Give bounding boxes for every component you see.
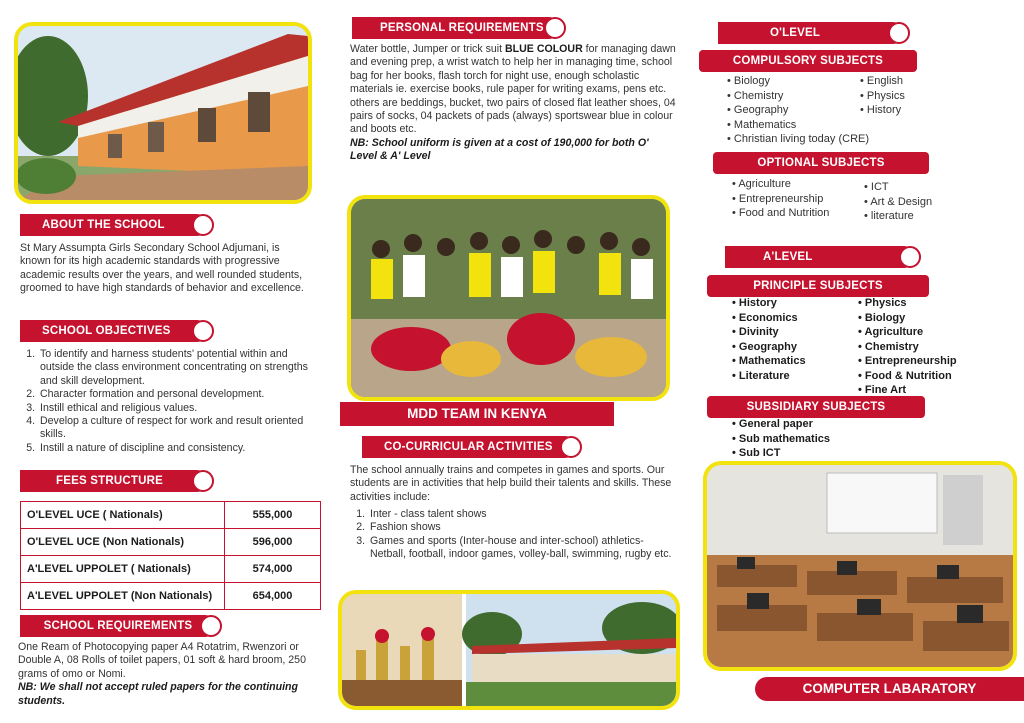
objective-item: 2. Character formation and personal development. bbox=[38, 388, 322, 401]
subject-item: • ICT bbox=[864, 180, 964, 195]
subsidiary-subjects-list bbox=[732, 417, 892, 461]
subject-item: • Literature bbox=[732, 369, 852, 384]
table-row bbox=[21, 583, 321, 610]
subject-item: • Divinity bbox=[732, 325, 852, 340]
mdd-team-photo bbox=[347, 195, 670, 401]
uniform-note: NB: School uniform is given at a cost of 190,000 for both O' Level & A' Level bbox=[350, 136, 649, 163]
fee-amount: 555,000 bbox=[225, 502, 321, 529]
school-requirements-text bbox=[18, 641, 320, 708]
principle-subjects-banner: PRINCIPLE SUBJECTS bbox=[707, 275, 929, 297]
about-school-banner: ABOUT THE SCHOOL bbox=[20, 214, 208, 236]
objective-item: 4. Develop a culture of respect for work and result oriented skills. bbox=[38, 415, 322, 442]
fee-label: A'LEVEL UPPOLET ( Nationals) bbox=[21, 556, 225, 583]
principle-subjects-right bbox=[858, 296, 998, 398]
requirements-note: NB: We shall not accept ruled papers for the continuing students. bbox=[18, 681, 298, 707]
subject-item: • Agriculture bbox=[732, 177, 862, 192]
subject-item: • English bbox=[860, 74, 960, 89]
subject-item: • Entrepreneurship bbox=[858, 354, 998, 369]
school-requirements-banner: SCHOOL REQUIREMENTS bbox=[20, 615, 216, 637]
subject-item: • Fine Art bbox=[858, 383, 998, 398]
fee-amount: 574,000 bbox=[225, 556, 321, 583]
fee-amount: 654,000 bbox=[225, 583, 321, 610]
fee-label: A'LEVEL UPPOLET (Non Nationals) bbox=[21, 583, 225, 610]
alevel-banner: A'LEVEL bbox=[725, 246, 915, 268]
subject-item: • Chemistry bbox=[727, 89, 897, 104]
objective-item: 1. To identify and harness students' potential within and outside the class environment concentrating on strengths and skill development. bbox=[38, 348, 322, 388]
computer-lab-photo bbox=[703, 461, 1017, 671]
personal-requirements-text bbox=[350, 43, 678, 164]
subject-item: • Sub mathematics bbox=[732, 432, 892, 447]
fee-amount: 596,000 bbox=[225, 529, 321, 556]
subject-item: • Biology bbox=[727, 74, 897, 89]
co-curricular-banner: CO-CURRICULAR ACTIVITIES bbox=[362, 436, 576, 458]
objective-item: 3. Instill ethical and religious values. bbox=[38, 402, 322, 415]
subject-item: • Mathematics bbox=[732, 354, 852, 369]
co-curricular-list bbox=[350, 508, 676, 562]
fees-structure-banner: FEES STRUCTURE bbox=[20, 470, 208, 492]
subject-item: • Geography bbox=[732, 340, 852, 355]
fee-label: O'LEVEL UCE (Non Nationals) bbox=[21, 529, 225, 556]
subject-item: • Physics bbox=[860, 89, 960, 104]
subject-item: • General paper bbox=[732, 417, 892, 432]
trophies-and-campus-photo bbox=[338, 590, 680, 710]
subject-item: • Sub ICT bbox=[732, 446, 892, 461]
subsidiary-subjects-banner: SUBSIDIARY SUBJECTS bbox=[707, 396, 925, 418]
activity-item: 2. Fashion shows bbox=[368, 521, 676, 534]
co-curricular-text: The school annually trains and competes in games and sports. Our students are in activities that help build their talents and skills. These activities include: bbox=[350, 464, 672, 503]
subject-item: • Entrepreneurship bbox=[732, 192, 862, 207]
subject-item: • Christian living today (CRE) bbox=[727, 132, 897, 147]
subject-item: • Mathematics bbox=[727, 118, 897, 133]
optional-subjects-right bbox=[864, 180, 964, 224]
fees-table bbox=[20, 501, 321, 610]
subject-item: • History bbox=[860, 103, 960, 118]
subject-item: • Biology bbox=[858, 311, 998, 326]
requirements-body: One Ream of Photocopying paper A4 Rotatrim, Rwenzori or Double A, 08 Rolls of toilet papers, 01 soft & hard broom, 250 grams of omo or Nomi. bbox=[18, 641, 306, 680]
objective-item: 5. Instill a nature of discipline and consistency. bbox=[38, 442, 322, 455]
computer-lab-caption: COMPUTER LABARATORY bbox=[755, 677, 1024, 701]
subject-item: • literature bbox=[864, 209, 964, 224]
compulsory-subjects-right bbox=[860, 74, 960, 118]
subject-item: • Art & Design bbox=[864, 195, 964, 210]
activity-item: 1. Inter - class talent shows bbox=[368, 508, 676, 521]
principle-subjects-left bbox=[732, 296, 852, 383]
objectives-list bbox=[20, 348, 322, 455]
personal-body-bold: BLUE COLOUR bbox=[505, 43, 583, 55]
subject-item: • Economics bbox=[732, 311, 852, 326]
subject-item: • Agriculture bbox=[858, 325, 998, 340]
optional-subjects-banner: OPTIONAL SUBJECTS bbox=[713, 152, 929, 174]
computer-lab-illustration bbox=[707, 465, 1013, 667]
fee-label: O'LEVEL UCE ( Nationals) bbox=[21, 502, 225, 529]
school-objectives-banner: SCHOOL OBJECTIVES bbox=[20, 320, 208, 342]
subject-item: • Food & Nutrition bbox=[858, 369, 998, 384]
subject-item: • Physics bbox=[858, 296, 998, 311]
table-row bbox=[21, 556, 321, 583]
subject-item: • History bbox=[732, 296, 852, 311]
optional-subjects-left bbox=[732, 177, 862, 221]
subject-item: • Chemistry bbox=[858, 340, 998, 355]
personal-body-post: for managing dawn and evening prep, a wrist watch to help her in managing time, school bag for her books, flash torch for night use, enough scholastic materials ie. exercise books, rule paper for writing exams, pens etc. others are beddings, bucket, two pairs of closed flat leather shoes, 04 pairs of socks, 04 packets of pads (always) sportswear blue in colour and boots etc. bbox=[350, 43, 676, 136]
mdd-team-caption: MDD TEAM IN KENYA bbox=[340, 402, 614, 426]
school-building-photo bbox=[14, 22, 312, 204]
about-school-text: St Mary Assumpta Girls Secondary School Adjumani, is known for its high academic standards with progressive academic results over the years, and well rounded students, groomed to have high standards of behavior and excellence. bbox=[20, 242, 304, 295]
trophies-campus-illustration bbox=[342, 594, 676, 706]
subject-item: • Food and Nutrition bbox=[732, 206, 862, 221]
compulsory-subjects-banner: COMPULSORY SUBJECTS bbox=[699, 50, 917, 72]
school-building-illustration bbox=[18, 26, 308, 200]
personal-body-pre: Water bottle, Jumper or trick suit bbox=[350, 43, 506, 55]
olevel-banner: O'LEVEL bbox=[718, 22, 904, 44]
table-row bbox=[21, 502, 321, 529]
activity-item: 3. Games and sports (Inter-house and inter-school) athletics-Netball, football, indoor games, volley-ball, swimming, rugby etc. bbox=[368, 535, 676, 562]
personal-requirements-banner: PERSONAL REQUIREMENTS bbox=[352, 17, 560, 39]
subject-item: • Geography bbox=[727, 103, 897, 118]
table-row bbox=[21, 529, 321, 556]
mdd-team-illustration bbox=[351, 199, 666, 397]
